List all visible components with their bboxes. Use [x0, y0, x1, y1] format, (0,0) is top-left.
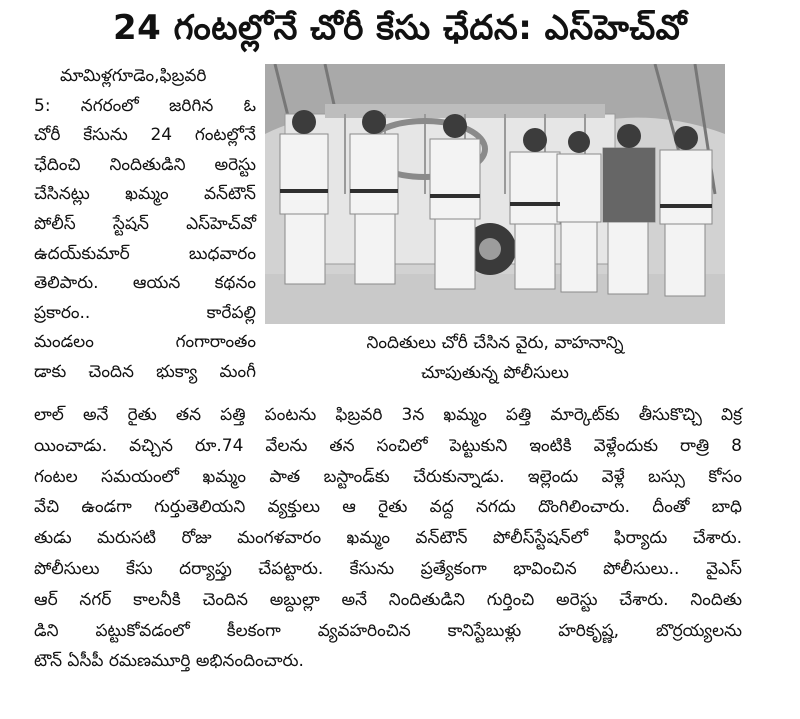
article-line: డాకు చెందిన భుక్యా మంగీ — [34, 361, 256, 382]
article-line: పోలీస్ స్టేషన్ ఎస్‌హెచ్‌వో — [34, 213, 256, 234]
article-full-text — [34, 400, 742, 677]
article-line: ప్రకారం.. కారేపల్లి — [34, 302, 256, 323]
article-line: టౌన్ ఏసీపీ రమణమూర్తి అభినందించారు. — [34, 651, 304, 672]
news-photo — [265, 64, 725, 324]
article-line: వేచి ఉండగా గుర్తుతెలియని వ్యక్తులు ఆ రైతు వద్ద నగదు దొంగిలించారు. దీంతో బాధి — [34, 497, 742, 518]
photo-caption — [265, 328, 725, 388]
article-line: చేసినట్లు ఖమ్మం వన్‌టౌన్ — [34, 184, 256, 205]
article-line: తెలిపారు. ఆయన కథనం — [34, 273, 256, 294]
article-line: గంటల సమయంలో ఖమ్మం పాత బస్టాండ్‌కు చేరుకున్నాడు. ఇల్లెందు వెళ్లే బస్సు కోసం — [34, 466, 742, 487]
article-line: ఛేదించి నిందితుడిని అరెస్టు — [34, 154, 256, 175]
article-line: మామిళ్లగూడెం,ఫిబ్రవరి — [60, 66, 207, 86]
article-line: డిని పట్టుకోవడంలో కీలకంగా వ్యవహరించిన కానిస్టేబుళ్లు హరికృష్ణ, బొర్రయ్యలను — [34, 620, 742, 641]
article-line: యించాడు. వచ్చిన రూ.74 వేలను తన సంచిలో పెట్టుకుని ఇంటికి వెళ్లేందుకు రాత్రి 8 — [34, 435, 742, 456]
article-line: చోరీ కేసును 24 గంటల్లోనే — [34, 125, 256, 146]
caption-line: నిందితులు చోరీ చేసిన వైరు, వాహనాన్ని — [366, 333, 624, 353]
article-line: ఆర్ నగర్ కాలనీకి చెందిన అబ్దుల్లా అనే నిందితుడిని గుర్తించి అరెస్టు చేశారు. నిందితు — [34, 589, 742, 610]
caption-line: చూపుతున్న పోలీసులు — [421, 363, 569, 383]
article-column-text — [34, 62, 256, 388]
photo-illustration — [265, 64, 725, 324]
headline: 24 గంటల్లోనే చోరీ కేసు ఛేదన: ఎస్‌హెచ్‌వో — [113, 8, 687, 48]
article-line: 5: నగరంలో జరిగిన ఓ — [34, 95, 256, 116]
article-line: ఉదయ్‌కుమార్ బుధవారం — [34, 243, 256, 264]
article-line: మండలం గంగారాంతం — [34, 332, 256, 353]
article-line: లాల్ అనే రైతు తన పత్తి పంటను ఫిబ్రవరి 3న ఖమ్మం పత్తి మార్కెట్‌కు తీసుకొచ్చి విక్ర — [34, 405, 742, 425]
article-line: పోలీసులు కేసు దర్యాప్తు చేపట్టారు. కేసును ప్రత్యేకంగా భావించిన పోలీసులు.. వైఎస్ — [34, 558, 742, 579]
article-line: తుడు మరుసటి రోజు మంగళవారం ఖమ్మం వన్‌టౌన్ పోలీస్‌స్టేషన్‌లో ఫిర్యాదు చేశారు. — [34, 528, 742, 549]
